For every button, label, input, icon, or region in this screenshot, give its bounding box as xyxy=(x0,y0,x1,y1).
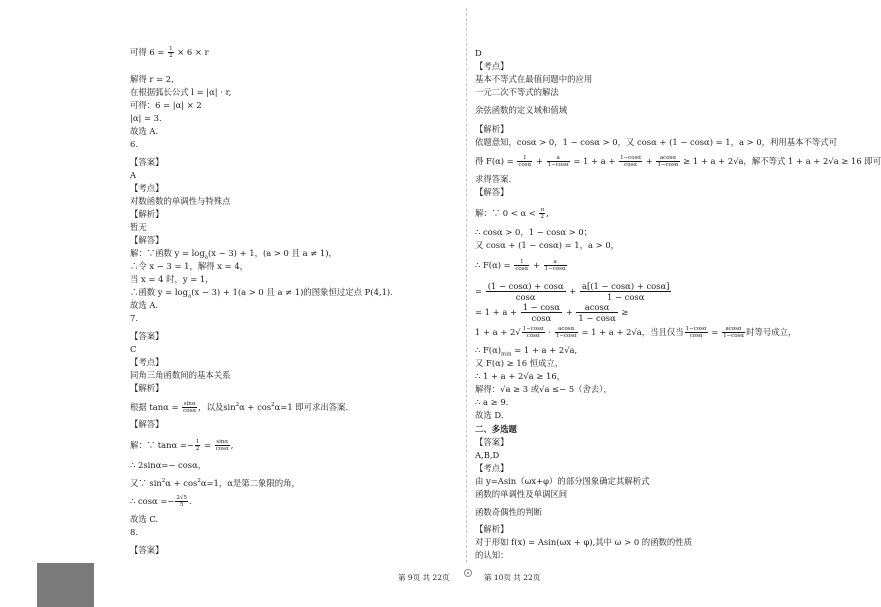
left-column xyxy=(130,0,460,607)
solution-line: ∴ cosα =− $\frac{2√5}{5}$ . xyxy=(130,495,192,508)
solution-line: ∴令 x − 3 = 1，解得 x = 4， xyxy=(130,261,249,271)
solution-line: ∴ a ≥ 9. xyxy=(475,397,509,407)
solution-line: 又∵ $\sin^2\alpha + \cos^2\alpha=1$，α是第二象限的角， xyxy=(130,477,300,488)
solution-line: = $\frac{(1 - \cos\alpha) + \cos\alpha}{\cos\alpha}$ + $\frac{a[(1 - \cos\alpha) + \cos\alpha]}{1 - \cos\alpha}$ xyxy=(475,281,670,302)
section-heading-solution: 【解答】 xyxy=(130,419,164,429)
binding-hole-icon xyxy=(464,569,472,577)
solution-line: ∴函数 $y = \log_a(x - 3) + 1(a > 0$ 且 a ≠ 1)的图象恒过定点 P(4,1). xyxy=(130,287,393,300)
text-line: 可得：6 = |α| × 2 xyxy=(130,100,202,110)
section-heading-answer: 【答案】 xyxy=(130,157,164,167)
knowledge-point: 一元二次不等式的解法 xyxy=(475,87,559,97)
knowledge-point: 同角三角函数间的基本关系 xyxy=(130,370,231,380)
section-heading-knowledge: 【考点】 xyxy=(475,61,509,71)
solution-line: 解：∵函数 $y = \log_a(x - 3) + 1$，(a > 0 且 a ≠ 1)， xyxy=(130,248,337,261)
knowledge-point: 余弦函数的定义域和值域 xyxy=(475,105,568,115)
solution-line: ∴ F(α) = $\frac{1}{\cos\alpha}$ + $\frac{a}{1-\cos\alpha}$ xyxy=(475,259,566,272)
section-heading-answer: 【答案】 xyxy=(475,437,509,447)
section-heading-solution: 【解答】 xyxy=(130,235,164,245)
corner-block xyxy=(37,563,94,607)
solution-line: ∴ 2sinα=− cosα， xyxy=(130,460,207,470)
analysis-text: 得 F(α) = $\frac{1}{\cos\alpha}$ + $\frac{a}{1-\cos\alpha}$ = 1 + a + $\frac{1-\cos\alpha}{\cos\alpha}$ + $\frac{acos\alpha}{1-\cos\alpha}$ ≥ 1 + a + 2√a，解不等式 1 + a + 2√a ≥ 16 即可 xyxy=(475,155,881,168)
solution-line: 又 cosα + (1 − cosα) = 1，a > 0， xyxy=(475,240,620,250)
answer-value: A,B,D xyxy=(475,450,500,460)
analysis-text: 依题意知，cosα > 0，1 − cosα > 0，又 cosα + (1 − cosα) = 1，a > 0，利用基本不等式可 xyxy=(475,137,838,147)
text-line: 可得 6 = $\frac{1}{2}$ × 6 × r xyxy=(130,46,209,59)
answer-value: D xyxy=(475,48,482,58)
knowledge-point: 由 y=Asin（ωx+φ）的部分图象确定其解析式 xyxy=(475,476,650,486)
analysis-text: 的认知： xyxy=(475,550,509,560)
solution-line: 解得：√a ≥ 3 或√a ≤− 5（舍去）， xyxy=(475,384,612,394)
knowledge-point: 函数奇偶性的判断 xyxy=(475,507,542,517)
question-number: 6. xyxy=(130,139,138,149)
solution-line: ∴ $F(\alpha)_{min} = 1 + a + 2√a$, xyxy=(475,345,578,358)
column-divider xyxy=(466,8,467,563)
section-heading-knowledge: 【考点】 xyxy=(130,183,164,193)
left-page-number: 第 9页 共 22页 xyxy=(398,573,450,582)
section-heading-analysis: 【解析】 xyxy=(475,524,509,534)
solution-line: ∴ 1 + a + 2√a ≥ 16， xyxy=(475,371,566,381)
section-heading-solution: 【解答】 xyxy=(475,187,509,197)
page-footer xyxy=(0,572,860,586)
solution-line: 又 F(α) ≥ 16 恒成立， xyxy=(475,358,564,368)
answer-value: A xyxy=(130,170,137,180)
section-heading-analysis: 【解析】 xyxy=(130,209,164,219)
analysis-text: 根据 tanα = $\frac{\sin\alpha}{\cos\alpha}$ ，以及$\sin^2\alpha + \cos^2\alpha=1$ 即可求出答案. xyxy=(130,400,349,414)
solution-line: ∴ cosα > 0，1 − cosα > 0； xyxy=(475,227,593,237)
section-heading-knowledge: 【考点】 xyxy=(130,357,164,367)
text-line: 故选 A. xyxy=(130,126,159,136)
knowledge-point: 函数的单调性及单调区间 xyxy=(475,489,568,499)
solution-line: = 1 + a + $\frac{1 - \cos\alpha}{\cos\alpha}$ + $\frac{acos\alpha}{1 - \cos\alpha}$ ≥ xyxy=(475,302,629,323)
text-line: 解得 r = 2, xyxy=(130,74,174,84)
solution-line: 故选 D. xyxy=(475,410,504,420)
solution-line: 解：∵ tanα =− $\frac{1}{2}$ = $\frac{\sin\alpha}{\cos\alpha}$ , xyxy=(130,439,234,452)
question-number: 8. xyxy=(130,527,138,537)
question-number: 7. xyxy=(130,313,138,323)
knowledge-point: 对数函数的单调性与特殊点 xyxy=(130,196,231,206)
text-line: 在根据弧长公式 l = |α| · r, xyxy=(130,87,232,97)
solution-line: 1 + a + 2√ $\frac{1-\cos\alpha}{\cos\alpha}$ · $\frac{acos\alpha}{1-\cos\alpha}$ = 1 + a + 2√a，当且仅当 $\frac{1-\cos\alpha}{\cos\alpha}$ = $\frac{acos\alpha}{1-\cos\alpha}$ 时等号成立， xyxy=(475,326,797,339)
solution-line: 故选 A. xyxy=(130,300,159,310)
right-column xyxy=(475,0,881,607)
text-line: |α| = 3. xyxy=(130,113,162,123)
solution-line: 故选 C. xyxy=(130,514,159,524)
section-heading-analysis: 【解析】 xyxy=(475,124,509,134)
solution-line: 当 x = 4 时，y = 1， xyxy=(130,274,214,284)
analysis-text: 暂无 xyxy=(130,222,147,232)
section-heading-knowledge: 【考点】 xyxy=(475,463,509,473)
section-heading-answer: 【答案】 xyxy=(130,331,164,341)
right-page-number: 第 10页 共 22页 xyxy=(484,573,541,582)
solution-line: 解：∵ 0 < α < $\frac{\pi}{2}$ , xyxy=(475,207,549,220)
knowledge-point: 基本不等式在最值问题中的应用 xyxy=(475,74,593,84)
section-heading-analysis: 【解析】 xyxy=(130,383,164,393)
section-heading-answer: 【答案】 xyxy=(130,545,164,555)
section-title: 二、多选题 xyxy=(475,424,517,434)
analysis-text: 求得答案. xyxy=(475,174,512,184)
answer-value: C xyxy=(130,344,137,354)
analysis-text: 对于形如 f(x) = Asin(ωx + φ),其中 ω > 0 的函数的性质 xyxy=(475,537,693,547)
